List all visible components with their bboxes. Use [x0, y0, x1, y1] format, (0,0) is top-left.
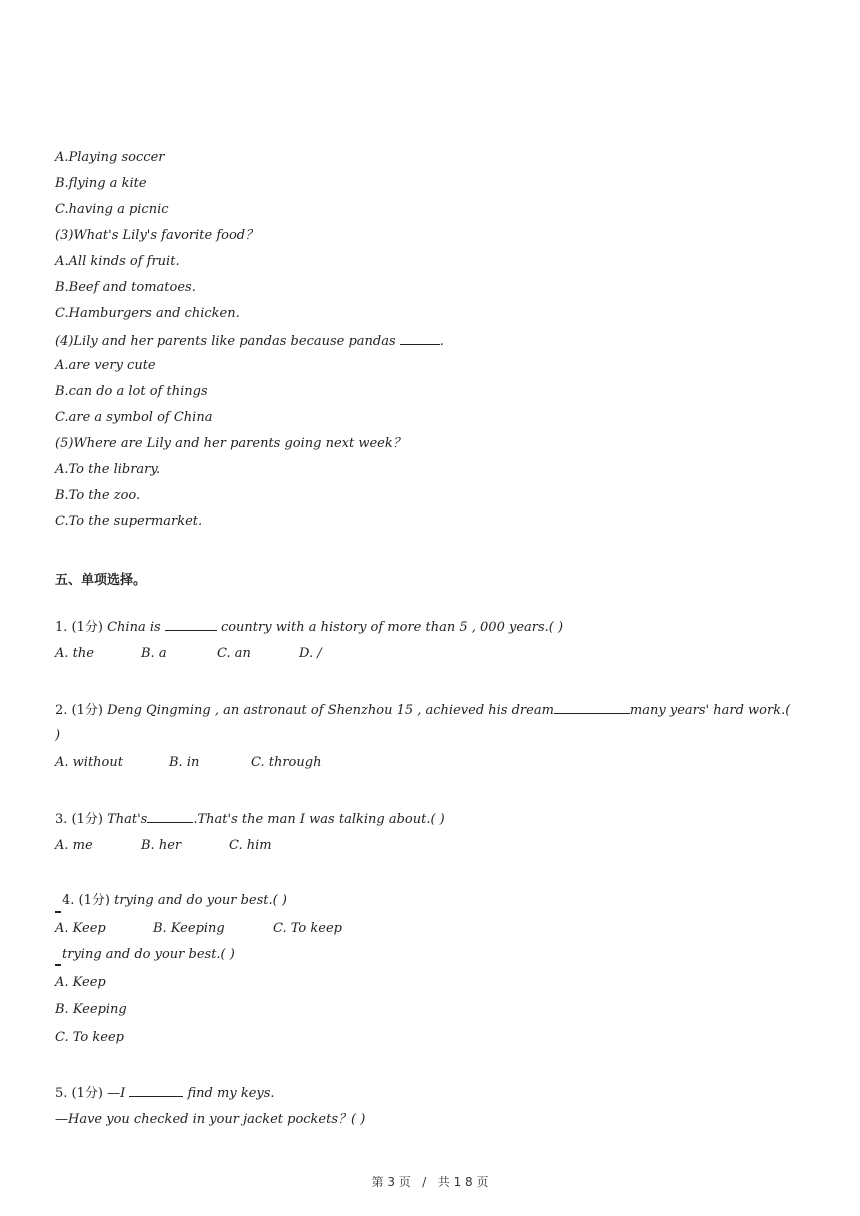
- total-unit: 页: [476, 1175, 489, 1189]
- question-stem: many years' hard work.(: [629, 703, 791, 718]
- question-3: [55, 810, 445, 828]
- question-text: [55, 332, 444, 350]
- question-number: 5. (1分): [55, 1086, 103, 1101]
- question-number: 4. (1分): [62, 893, 110, 908]
- options-row: [55, 755, 321, 771]
- question-1: [55, 618, 563, 636]
- question-4: [62, 893, 287, 909]
- option-c[interactable]: C. an: [217, 646, 251, 661]
- answer-blank[interactable]: [129, 1084, 183, 1097]
- question-stem: China is: [107, 620, 161, 635]
- option-b[interactable]: B. Keeping: [55, 1002, 127, 1017]
- question-stem-end: ): [55, 728, 61, 743]
- option-text: C.Hamburgers and chicken.: [55, 306, 240, 321]
- question-stem-repeat: trying and do your best.( ): [62, 947, 235, 962]
- question-2: [55, 701, 790, 719]
- question-stem: find my keys.: [187, 1086, 275, 1101]
- answer-blank[interactable]: [147, 810, 193, 823]
- question-number: 3. (1分): [55, 812, 103, 827]
- option-text: B.flying a kite: [55, 176, 147, 191]
- blank-marker: [55, 964, 61, 966]
- question-5: [55, 1084, 275, 1102]
- option-c[interactable]: C. To keep: [273, 921, 342, 936]
- option-text: B.To the zoo.: [55, 488, 141, 503]
- options-row: [55, 838, 272, 854]
- page-separator: /: [422, 1175, 427, 1189]
- options-row: [55, 646, 322, 662]
- option-text: C.To the supermarket.: [55, 514, 203, 529]
- option-text: B.can do a lot of things: [55, 384, 208, 399]
- question-stem: Deng Qingming , an astronaut of Shenzhou 15 , achieved his dream: [107, 703, 554, 718]
- option-text: A.All kinds of fruit.: [55, 254, 180, 269]
- option-text: C.having a picnic: [55, 202, 169, 217]
- question-text: (5)Where are Lily and her parents going next week？: [55, 436, 406, 451]
- option-a[interactable]: A. Keep: [55, 921, 106, 936]
- question-stem: (4)Lily and her parents like pandas because pandas: [55, 334, 396, 349]
- option-a[interactable]: A. me: [55, 838, 93, 853]
- question-number: 1. (1分): [55, 620, 103, 635]
- question-stem: .That's the man I was talking about.( ): [193, 812, 445, 827]
- total-prefix: 共: [437, 1175, 450, 1189]
- option-text: C.are a symbol of China: [55, 410, 213, 425]
- blank-marker: [55, 911, 61, 913]
- option-text: A.To the library.: [55, 462, 161, 477]
- question-stem: That's: [107, 812, 148, 827]
- option-a[interactable]: A. the: [55, 646, 94, 661]
- question-number: 2. (1分): [55, 703, 103, 718]
- option-a[interactable]: A. Keep: [55, 975, 106, 990]
- question-stem: trying and do your best.( ): [114, 893, 287, 908]
- question-stem: —I: [107, 1086, 126, 1101]
- option-a[interactable]: A. without: [55, 755, 123, 770]
- option-text: B.Beef and tomatoes.: [55, 280, 196, 295]
- option-text: A.are very cute: [55, 358, 156, 373]
- question-stem-reply: —Have you checked in your jacket pockets？( ): [55, 1112, 366, 1127]
- option-c[interactable]: C. To keep: [55, 1030, 124, 1045]
- page-footer: [0, 1173, 860, 1190]
- option-text: A.Playing soccer: [55, 150, 165, 165]
- option-b[interactable]: B. in: [169, 755, 200, 770]
- option-c[interactable]: C. him: [229, 838, 272, 853]
- option-b[interactable]: B. her: [141, 838, 182, 853]
- answer-blank[interactable]: [400, 332, 440, 345]
- option-b[interactable]: B. Keeping: [153, 921, 225, 936]
- question-stem: country with a history of more than 5 , 000 years.( ): [220, 620, 564, 635]
- page-prefix: 第: [371, 1175, 384, 1189]
- answer-blank[interactable]: [554, 701, 630, 714]
- question-end: .: [439, 334, 444, 349]
- options-row: [55, 921, 342, 937]
- page-number: 3: [387, 1175, 395, 1189]
- section-title: 五、单项选择。: [55, 573, 147, 588]
- total-pages: 1 8: [453, 1175, 473, 1189]
- question-text: (3)What's Lily's favorite food？: [55, 228, 259, 243]
- option-b[interactable]: B. a: [141, 646, 167, 661]
- answer-blank[interactable]: [165, 618, 217, 631]
- page-unit: 页: [398, 1175, 411, 1189]
- option-d[interactable]: D. /: [299, 646, 322, 661]
- option-c[interactable]: C. through: [251, 755, 322, 770]
